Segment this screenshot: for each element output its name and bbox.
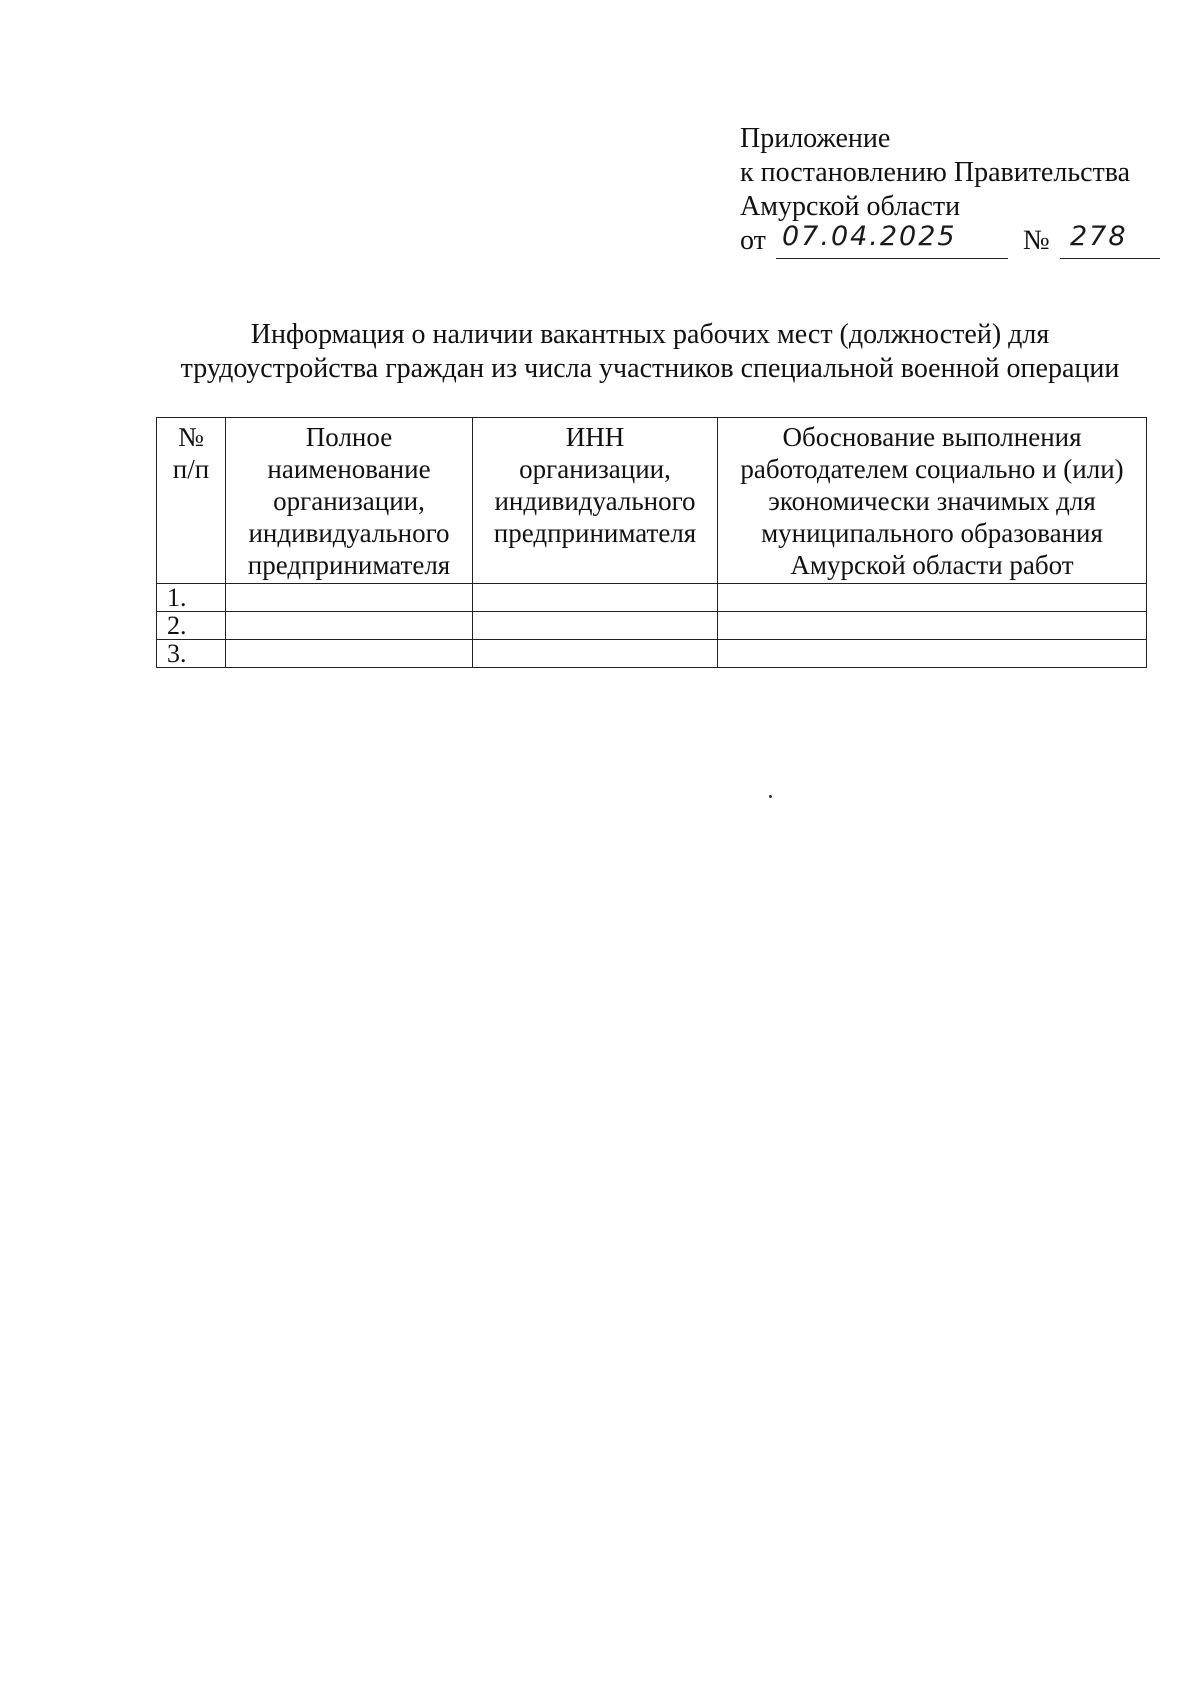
header-text: работодателем социально и (или) <box>740 454 1124 484</box>
header-text: муниципального образования <box>761 518 1103 548</box>
table-body <box>157 584 1147 668</box>
inn-cell <box>473 640 718 668</box>
header-text: индивидуального <box>494 486 696 516</box>
header-row <box>157 418 1147 584</box>
header-text: предпринимателя <box>247 550 451 580</box>
header-text: п/п <box>172 454 210 484</box>
table-header <box>157 418 1147 584</box>
scan-speck <box>769 795 772 798</box>
row-number: 1. <box>157 584 226 612</box>
date-number-line <box>740 221 1160 262</box>
appendix-block <box>740 122 1160 262</box>
header-text: наименование <box>267 454 431 484</box>
handwritten-date: 07.04.2025 <box>782 221 957 252</box>
justification-cell <box>718 584 1147 612</box>
header-text: организации, <box>273 486 425 516</box>
table-row <box>157 584 1147 612</box>
header-text: предпринимателя <box>493 518 697 548</box>
date-field <box>776 221 1008 259</box>
header-text: Полное <box>305 422 393 452</box>
row-number: 2. <box>157 612 226 640</box>
from-label: от <box>740 225 766 256</box>
inn-cell <box>473 612 718 640</box>
table-row <box>157 640 1147 668</box>
header-text: ИНН <box>565 422 625 452</box>
number-field <box>1060 221 1160 259</box>
header-text: индивидуального <box>248 518 450 548</box>
document-title <box>150 318 1150 386</box>
header-text: Амурской области работ <box>790 550 1074 580</box>
title-line-2: трудоустройства граждан из числа участников специальной военной операции <box>180 353 1120 384</box>
row-number: 3. <box>157 640 226 668</box>
appendix-label: Приложение <box>740 123 891 154</box>
header-text: № <box>178 422 204 452</box>
org-name-cell <box>226 640 473 668</box>
appendix-region-line: Амурской области <box>740 191 961 222</box>
org-name-cell <box>226 584 473 612</box>
header-inn <box>473 418 718 584</box>
header-text: организации, <box>519 454 671 484</box>
header-text: Обоснование выполнения <box>782 422 1082 452</box>
header-text: экономически значимых для <box>768 486 1096 516</box>
justification-cell <box>718 640 1147 668</box>
vacancy-table <box>156 417 1147 668</box>
appendix-resolution-line: к постановлению Правительства <box>740 157 1131 188</box>
table-row <box>157 612 1147 640</box>
header-org-name <box>226 418 473 584</box>
handwritten-number: 278 <box>1070 221 1128 252</box>
header-justification <box>718 418 1147 584</box>
title-line-1: Информация о наличии вакантных рабочих мест (должностей) для <box>250 319 1050 350</box>
justification-cell <box>718 612 1147 640</box>
inn-cell <box>473 584 718 612</box>
org-name-cell <box>226 612 473 640</box>
number-sign: № <box>1023 225 1050 256</box>
header-number <box>157 418 226 584</box>
